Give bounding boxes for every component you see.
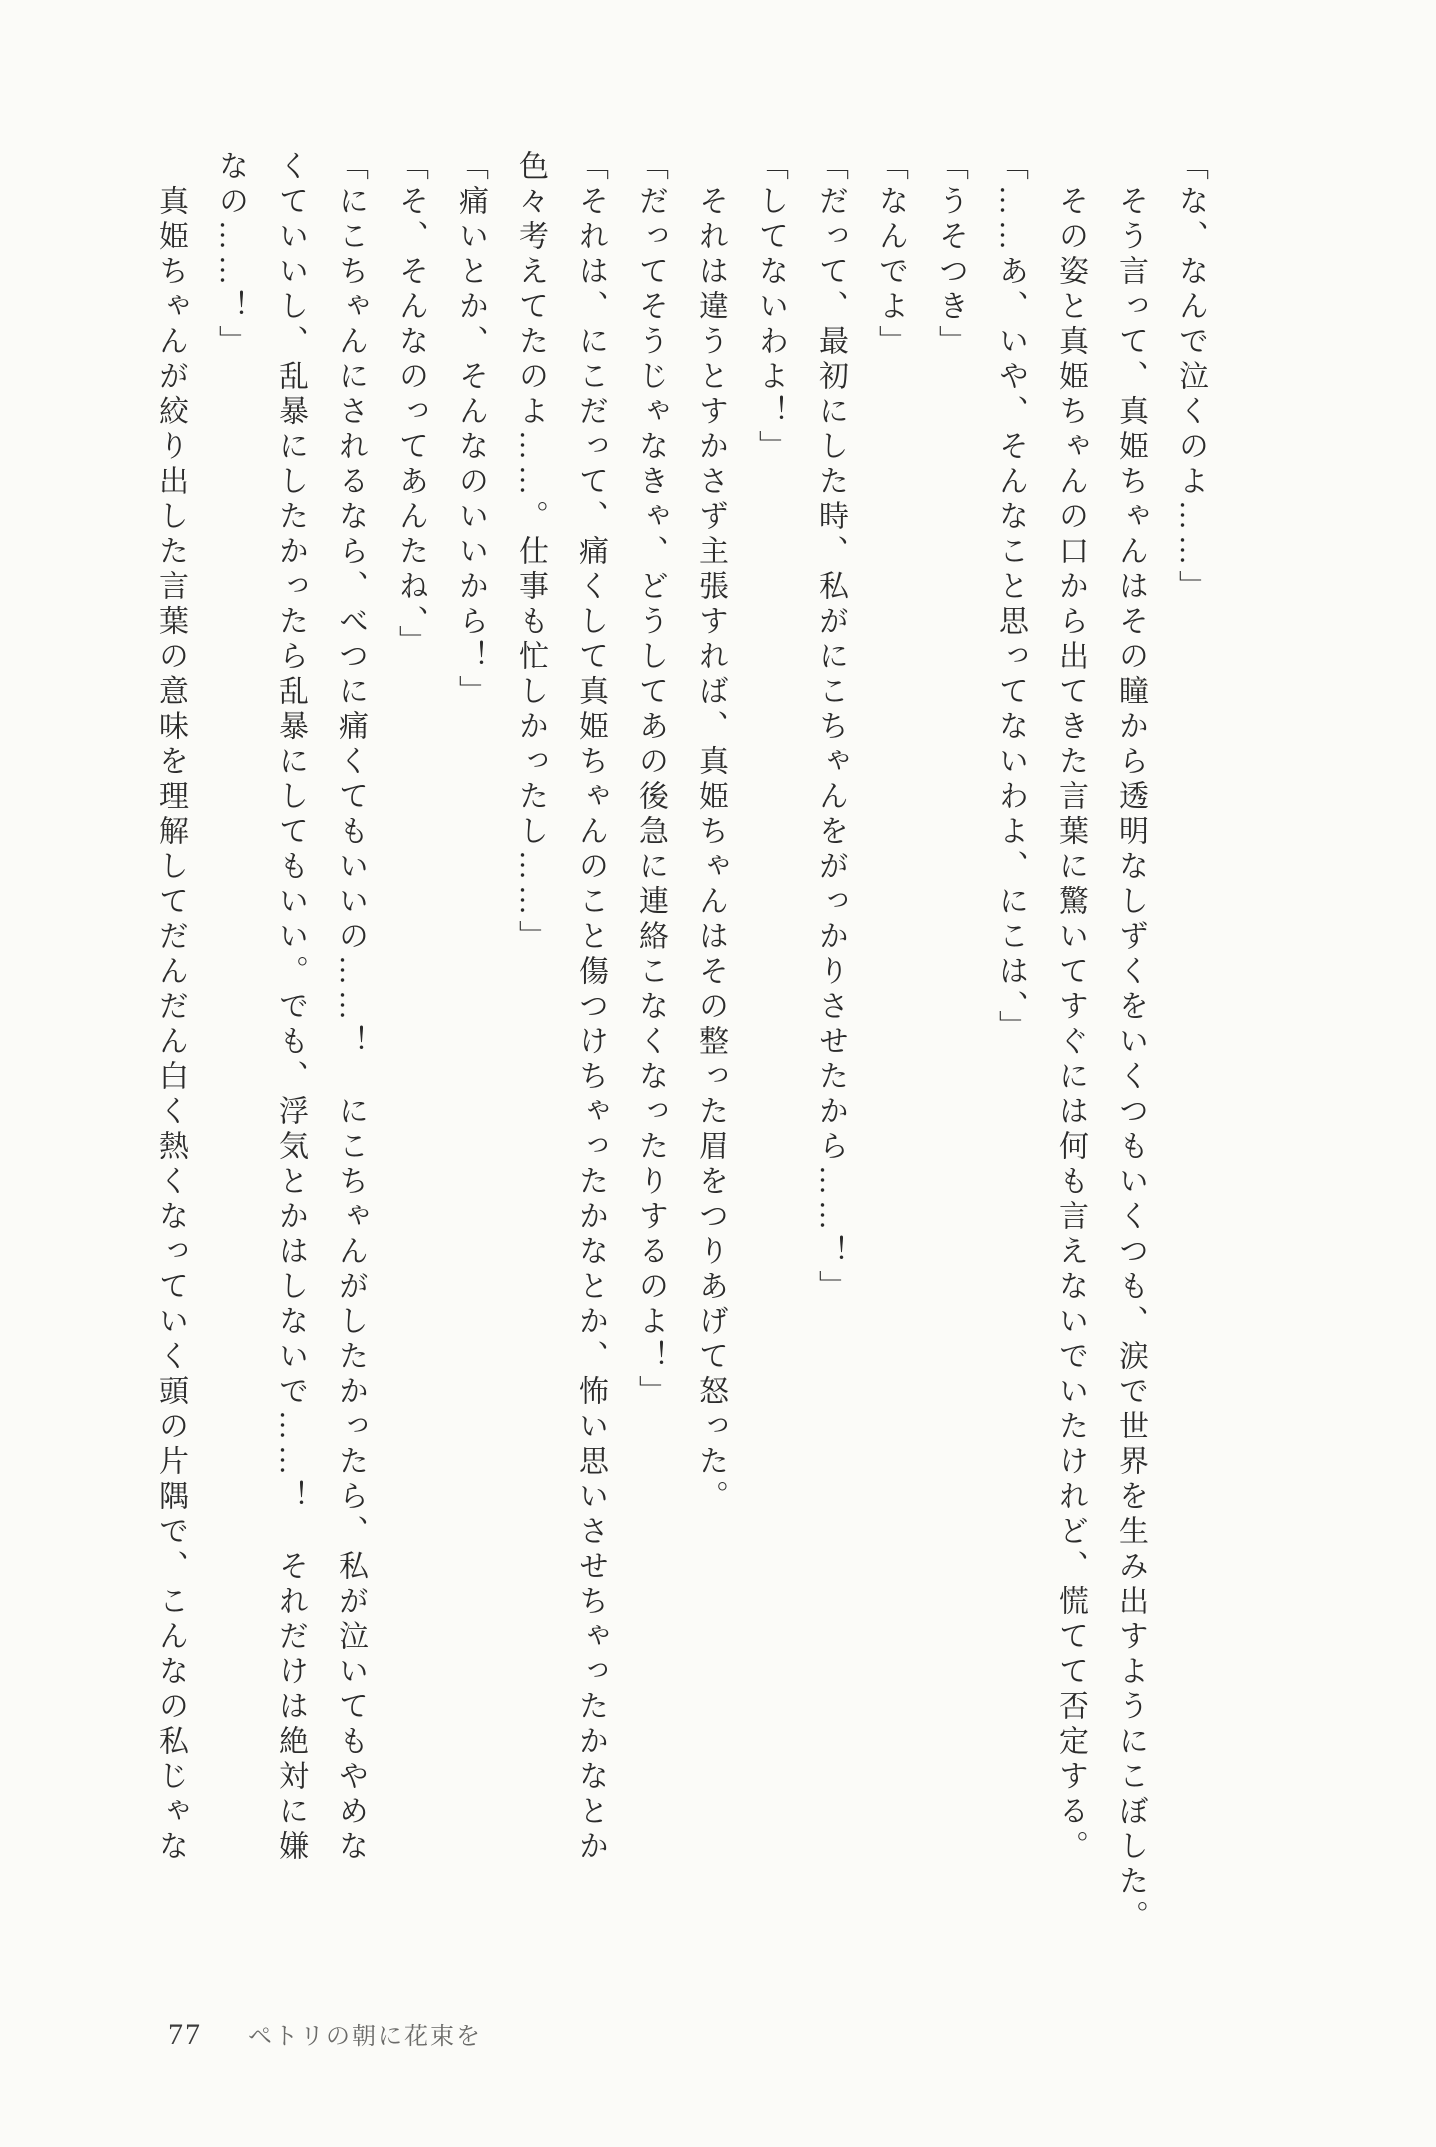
text-column: 「それは、にこだって、痛くして真姫ちゃんのこと傷つけちゃったかなとか、怖い思いさせちゃったかなとか: [574, 150, 607, 1865]
text-column: 色々考えてたのよ……。仕事も忙しかったし……」: [514, 150, 547, 955]
text-column: 「うそつき」: [934, 150, 967, 360]
text-column: 「だってそうじゃなきゃ、どうしてあの後急に連絡こなくなったりするのよ！」: [634, 150, 667, 1410]
text-block: [140, 150, 1220, 1955]
page-number: 77: [168, 2018, 202, 2051]
text-column: 「してないわよ！」: [754, 150, 787, 465]
book-title: ペトリの朝に花束を: [248, 2024, 482, 2050]
text-column: 「な、なんで泣くのよ……」: [1174, 150, 1207, 605]
text-column: それは違うとすかさず主張すれば、真姫ちゃんはその整った眉をつりあげて怒った。: [694, 185, 727, 1515]
text-column: 「そ、そんなのってあんたね、」: [394, 150, 427, 660]
text-column: 真姫ちゃんが絞り出した言葉の意味を理解してだんだん白く熱くなっていく頭の片隅で、こんなの私じゃな: [154, 185, 187, 1865]
text-column: 「にこちゃんにされるなら、べつに痛くてもいいの……！ にこちゃんがしたかったら、私が泣いてもやめな: [334, 150, 367, 1865]
text-column: 「……あ、いや、そんなこと思ってないわよ、にこは、」: [994, 150, 1027, 1045]
text-column: 「なんでよ」: [874, 150, 907, 360]
text-column: 「痛いとか、そんなのいいから！」: [454, 150, 487, 710]
text-column: なの……！」: [214, 150, 247, 360]
text-column: 「だって、最初にした時、私がにこちゃんをがっかりさせたから……！」: [814, 150, 847, 1305]
text-column: そう言って、真姫ちゃんはその瞳から透明なしずくをいくつもいくつも、涙で世界を生み出すようにこぼした。: [1114, 185, 1147, 1935]
page-footer: [168, 2016, 482, 2052]
text-column: その姿と真姫ちゃんの口から出てきた言葉に驚いてすぐには何も言えないでいたけれど、慌てて否定する。: [1054, 185, 1087, 1865]
text-column: くていいし、乱暴にしたかったら乱暴にしてもいい。でも、浮気とかはしないで……！ それだけは絶対に嫌: [274, 150, 307, 1865]
